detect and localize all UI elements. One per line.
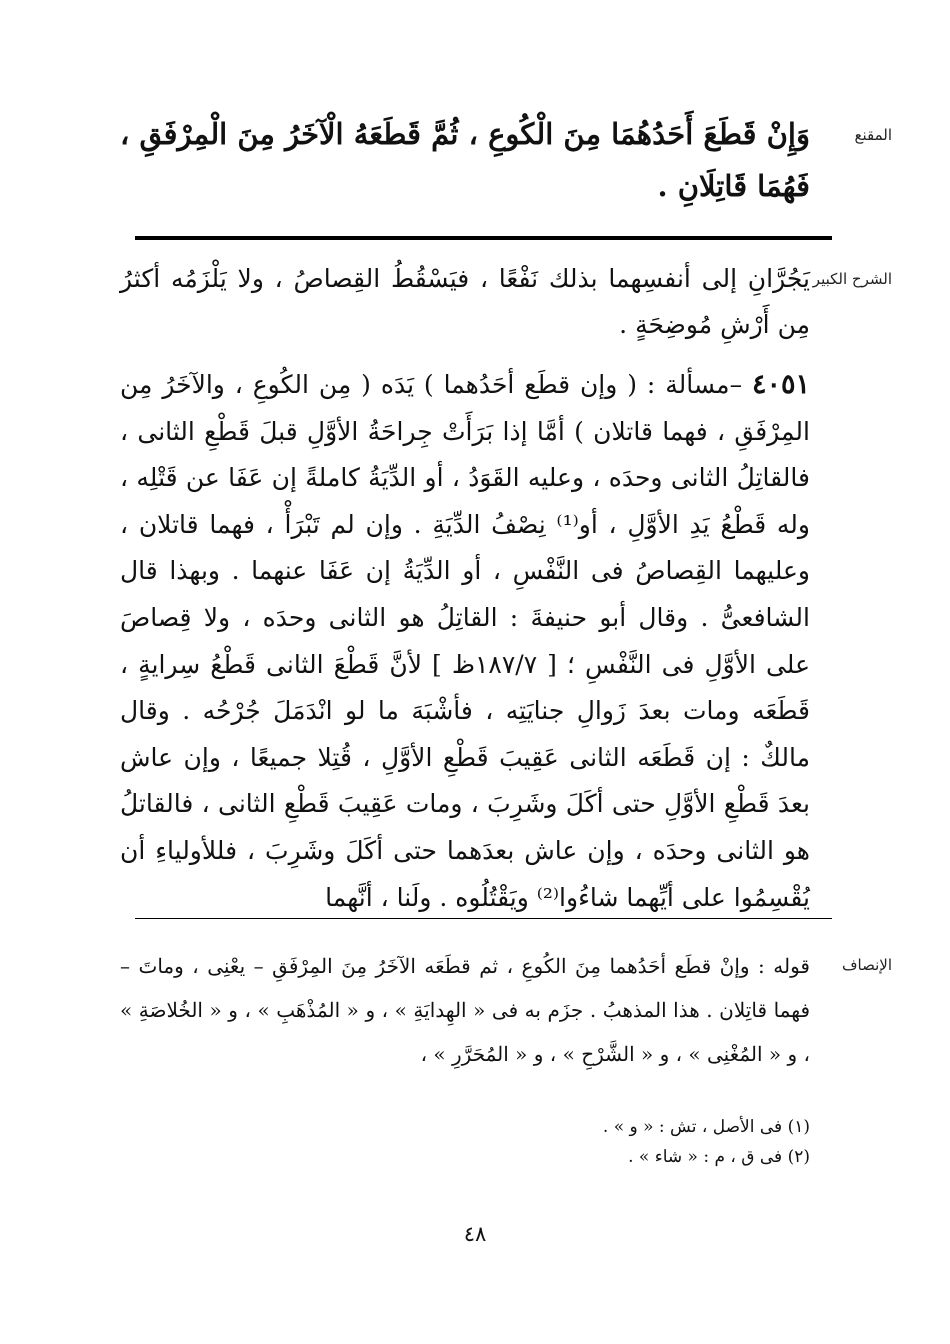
footnotes [120,1112,810,1172]
sharh-main-text [120,362,810,921]
section-divider-thick [135,236,832,240]
insaf-text: قوله : وإنْ قطَع أحَدُهما مِنَ الكُوعِ ، ثم قطَعَه الآخَرُ مِنَ المِرْفَقِ – يعْنِى ، وماتَ – فهما قاتِلان . هذا المذهبُ . جزَم به فى « الهِدايَةِ » ، و « المُذْهَبِ » ، و « الخُلاصَةِ » ، و « المُغْنِى » ، و « الشَّرْحِ » ، و « المُحَرَّرِ » ، [120,954,811,1066]
issue-number: ٤٠٥١ [752,369,811,400]
label-sharh: الشرح الكبير [812,270,892,288]
issue-body: –مسألة : ( وإن قطَع أحَدُهما ) يَدَه ( مِن الكُوعِ ، والآخَرُ مِن المِرْفَقِ ، فهما قاتلان ) أمَّا إذا بَرَأَتْ جِراحَةُ الأوَّلِ قبلَ قَطْعِ الثانى ، فالقاتِلُ الثانى وحدَه ، وعليه القَوَدُ ، أو الدِّيَةُ كاملةً إن عَفَا عن قَتْلِه ، وله قَطْعُ يَدِ الأوَّلِ ، أو⁽¹⁾ نِصْفُ الدِّيَةِ . وإن لم تَبْرَأْ ، فهما قاتلان ، وعليهما القِصاصُ فى النَّفْسِ ، أو الدِّيَةُ إن عَفَا عنهما . وبهذا قال الشافعىُّ . وقال أبو حنيفةَ : القاتِلُ هو الثانى وحدَه ، ولا قِصاصَ على الأوَّلِ فى النَّفْسِ ؛ [ ١٨٧/٧ظ ] لأنَّ قَطْعَ الثانى قَطْعُ سِرايةٍ ، قَطَعَه ومات بعدَ زَوالِ جنايَتِه ، فأشْبَهَ ما لو انْدَمَلَ جُرْحُه . وقال مالكٌ : إن قَطَعَه الثانى عَقِيبَ قَطْعِ الأوَّلِ ، قُتِلا جميعًا ، وإن عاش بعدَ قَطْعِ الأوَّلِ حتى أكَلَ وشَرِبَ ، ومات عَقِيبَ قَطْعِ الثانى ، فالقاتلُ هو الثانى وحدَه ، وإن عاش بعدَهما حتى أكَلَ وشَرِبَ ، فللأولياءِ أن يُقْسِمُوا على أيِّهما شاءُوا⁽²⁾ ويَقْتُلُوه . ولَنا ، أنَّهما [120,370,810,912]
label-muqni: المقنع [854,126,892,144]
page-number: ٤٨ [463,1222,487,1246]
label-insaf: الإنصاف [841,956,892,974]
footnote-2: (٢) فى ق ، م : « شاء » . [628,1147,810,1167]
footnote-1: (١) فى الأصل ، تش : « و » . [602,1117,810,1137]
section-divider-thin [135,918,832,919]
sharh-intro-text: يَجُرَّانِ إلى أنفسِهما بذلك نَفْعًا ، فيَسْقُطُ القِصاصُ ، ولا يَلْزَمُه أكثرُ مِن أَرْشِ مُوضِحَةٍ . [120,264,810,339]
muqni-text: وَإِنْ قَطَعَ أَحَدُهُمَا مِنَ الْكُوعِ ، ثُمَّ قَطَعَهُ الْآخَرُ مِنَ الْمِرْفَقِ ، فَهُمَا قَاتِلَانِ . [120,117,810,203]
